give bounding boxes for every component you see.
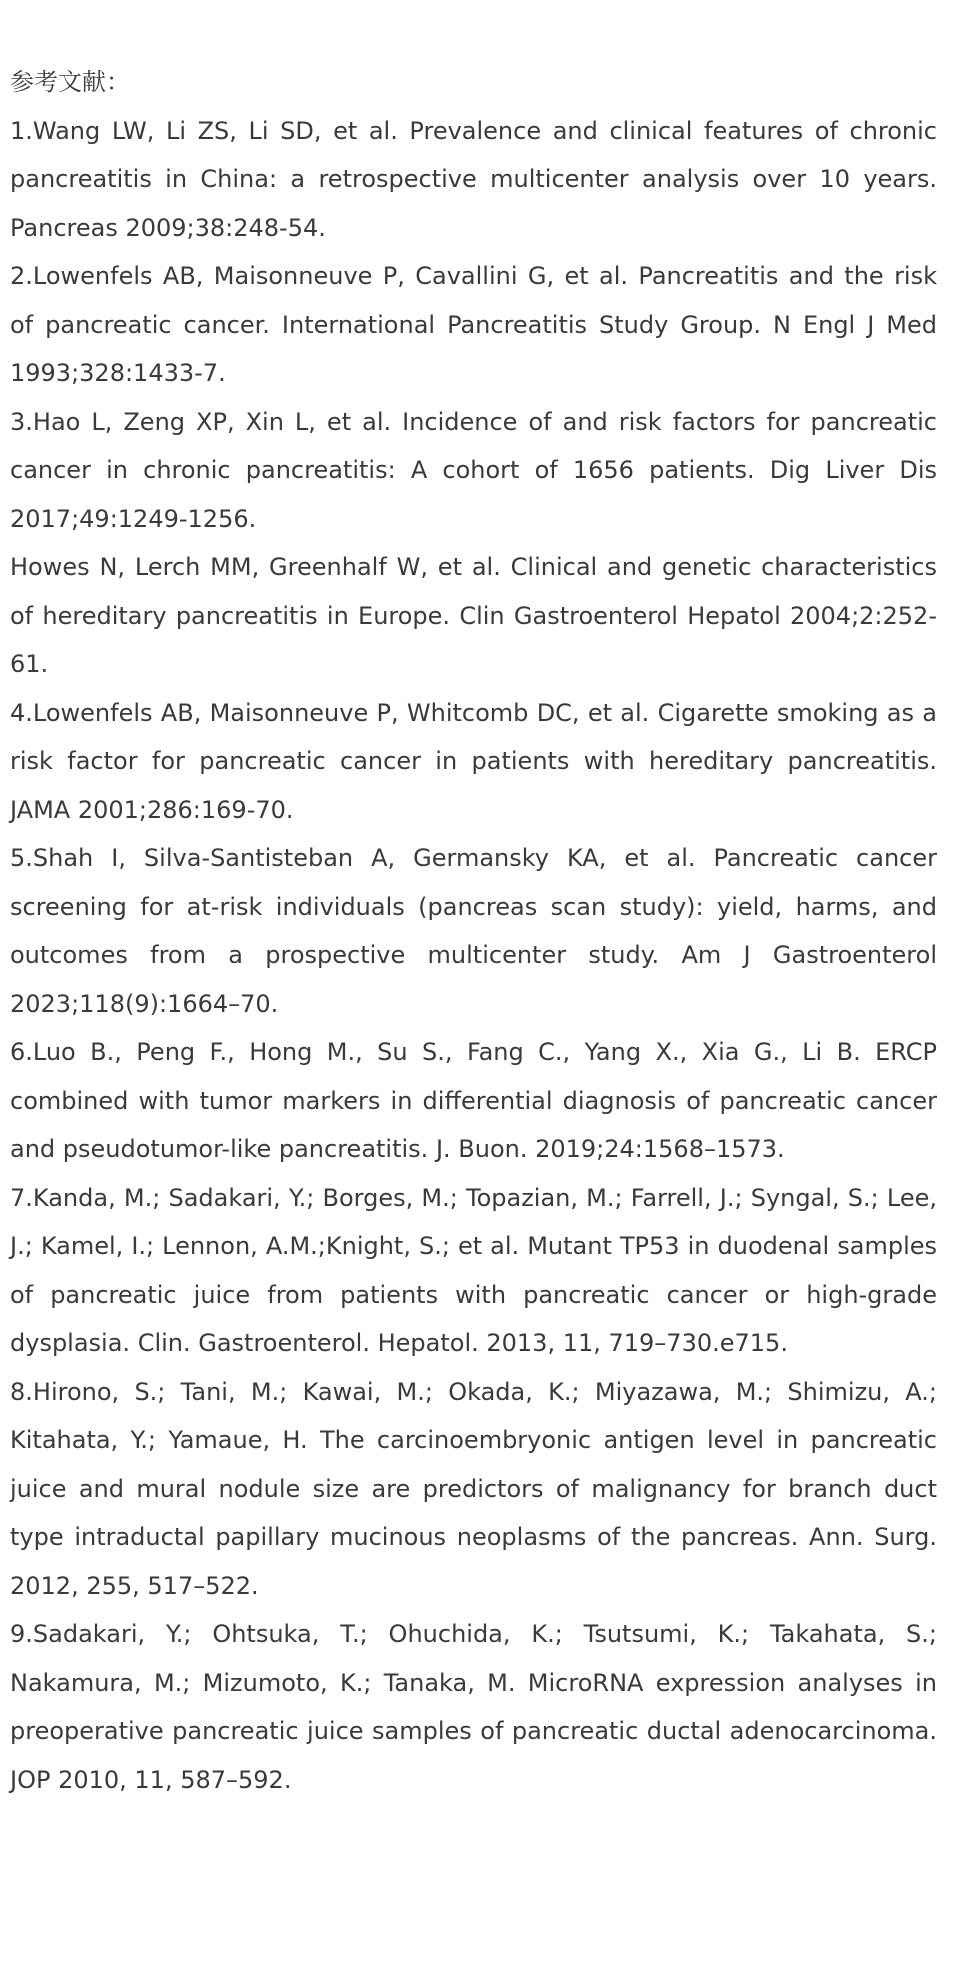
reference-item: 3.Hao L, Zeng XP, Xin L, et al. Incidence of and risk factors for pancreatic cancer in chronic pancreatitis: A cohort of 1656 patients. Dig Liver Dis 2017;49:1249-1256. (10, 407, 937, 533)
references-section (10, 58, 937, 1804)
reference-item: 1.Wang LW, Li ZS, Li SD, et al. Prevalence and clinical features of chronic pancreatitis in China: a retrospective multicenter analysis over 10 years. Pancreas 2009;38:248-54. (10, 116, 937, 242)
reference-item: Howes N, Lerch MM, Greenhalf W, et al. Clinical and genetic characteristics of hereditary pancreatitis in Europe. Clin Gastroenterol Hepatol 2004;2:252-61. (10, 553, 937, 678)
references-heading: 参考文献： (10, 68, 130, 96)
reference-item: 4.Lowenfels AB, Maisonneuve P, Whitcomb DC, et al. Cigarette smoking as a risk factor for pancreatic cancer in patients with hereditary pancreatitis. JAMA 2001;286:169-70. (10, 698, 937, 824)
reference-list (10, 107, 937, 1805)
reference-item: 7.Kanda, M.; Sadakari, Y.; Borges, M.; Topazian, M.; Farrell, J.; Syngal, S.; Lee, J.; Kamel, I.; Lennon, A.M.;Knight, S.; et al. Mutant TP53 in duodenal samples of pancreatic juice from patients with pancreatic cancer or high-grade dysplasia. Clin. Gastroenterol. Hepatol. 2013, 11, 719–730.e715. (10, 1183, 937, 1357)
reference-item: 6.Luo B., Peng F., Hong M., Su S., Fang C., Yang X., Xia G., Li B. ERCP combined with tumor markers in differential diagnosis of pancreatic cancer and pseudotumor-like pancreatitis. J. Buon. 2019;24:1568–1573. (10, 1038, 937, 1163)
reference-item: 2.Lowenfels AB, Maisonneuve P, Cavallini G, et al. Pancreatitis and the risk of pancreatic cancer. International Pancreatitis Study Group. N Engl J Med 1993;328:1433-7. (10, 262, 937, 387)
reference-item: 9.Sadakari, Y.; Ohtsuka, T.; Ohuchida, K.; Tsutsumi, K.; Takahata, S.; Nakamura, M.; Mizumoto, K.; Tanaka, M. MicroRNA expression analyses in preoperative pancreatic juice samples of pancreatic ductal adenocarcinoma. JOP 2010, 11, 587–592. (10, 1620, 937, 1794)
reference-item: 8.Hirono, S.; Tani, M.; Kawai, M.; Okada, K.; Miyazawa, M.; Shimizu, A.; Kitahata, Y.; Yamaue, H. The carcinoembryonic antigen level in pancreatic juice and mural nodule size are predictors of malignancy for branch duct type intraductal papillary mucinous neoplasms of the pancreas. Ann. Surg. 2012, 255, 517–522. (10, 1377, 937, 1600)
reference-item: 5.Shah I, Silva-Santisteban A, Germansky KA, et al. Pancreatic cancer screening for at-risk individuals (pancreas scan study): yield, harms, and outcomes from a prospective multicenter study. Am J Gastroenterol 2023;118(9):1664–70. (10, 844, 937, 1018)
